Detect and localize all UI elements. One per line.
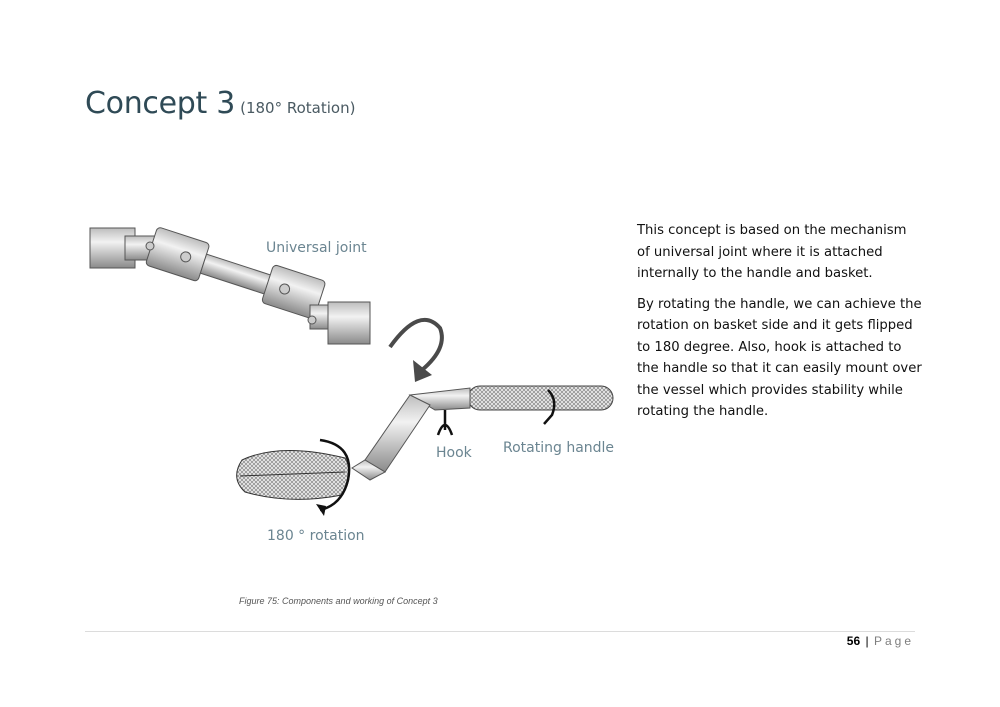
title-main: Concept 3: [85, 86, 235, 121]
figure-illustration: [80, 210, 620, 560]
label-rotation: 180 ° rotation: [267, 528, 365, 544]
paragraph: By rotating the handle, we can achieve the rotation on basket side and it gets flipped to 180 degree. Also, hook is attached to the handle so that it can easily mount over the vessel which provides stability while rotating the handle.: [637, 296, 922, 419]
page-title: [85, 86, 355, 121]
label-universal-joint: Universal joint: [266, 240, 367, 256]
page-number-value: 56: [846, 634, 861, 648]
label-hook: Hook: [436, 445, 472, 461]
page-number: [847, 634, 914, 648]
title-subtitle: (180° Rotation): [240, 99, 356, 117]
curved-arrow-icon: [390, 320, 442, 382]
footer-divider: [85, 631, 915, 632]
page-separator: |: [865, 634, 869, 648]
label-rotating-handle: Rotating handle: [503, 440, 615, 456]
body-text: [637, 220, 922, 432]
figure-caption: Figure 75: Components and working of Concept 3: [239, 596, 438, 606]
paragraph: This concept is based on the mechanism of universal joint where it is attached internally to the handle and basket.: [637, 223, 907, 281]
concept-figure: [80, 210, 620, 560]
page-word: Page: [873, 634, 914, 648]
